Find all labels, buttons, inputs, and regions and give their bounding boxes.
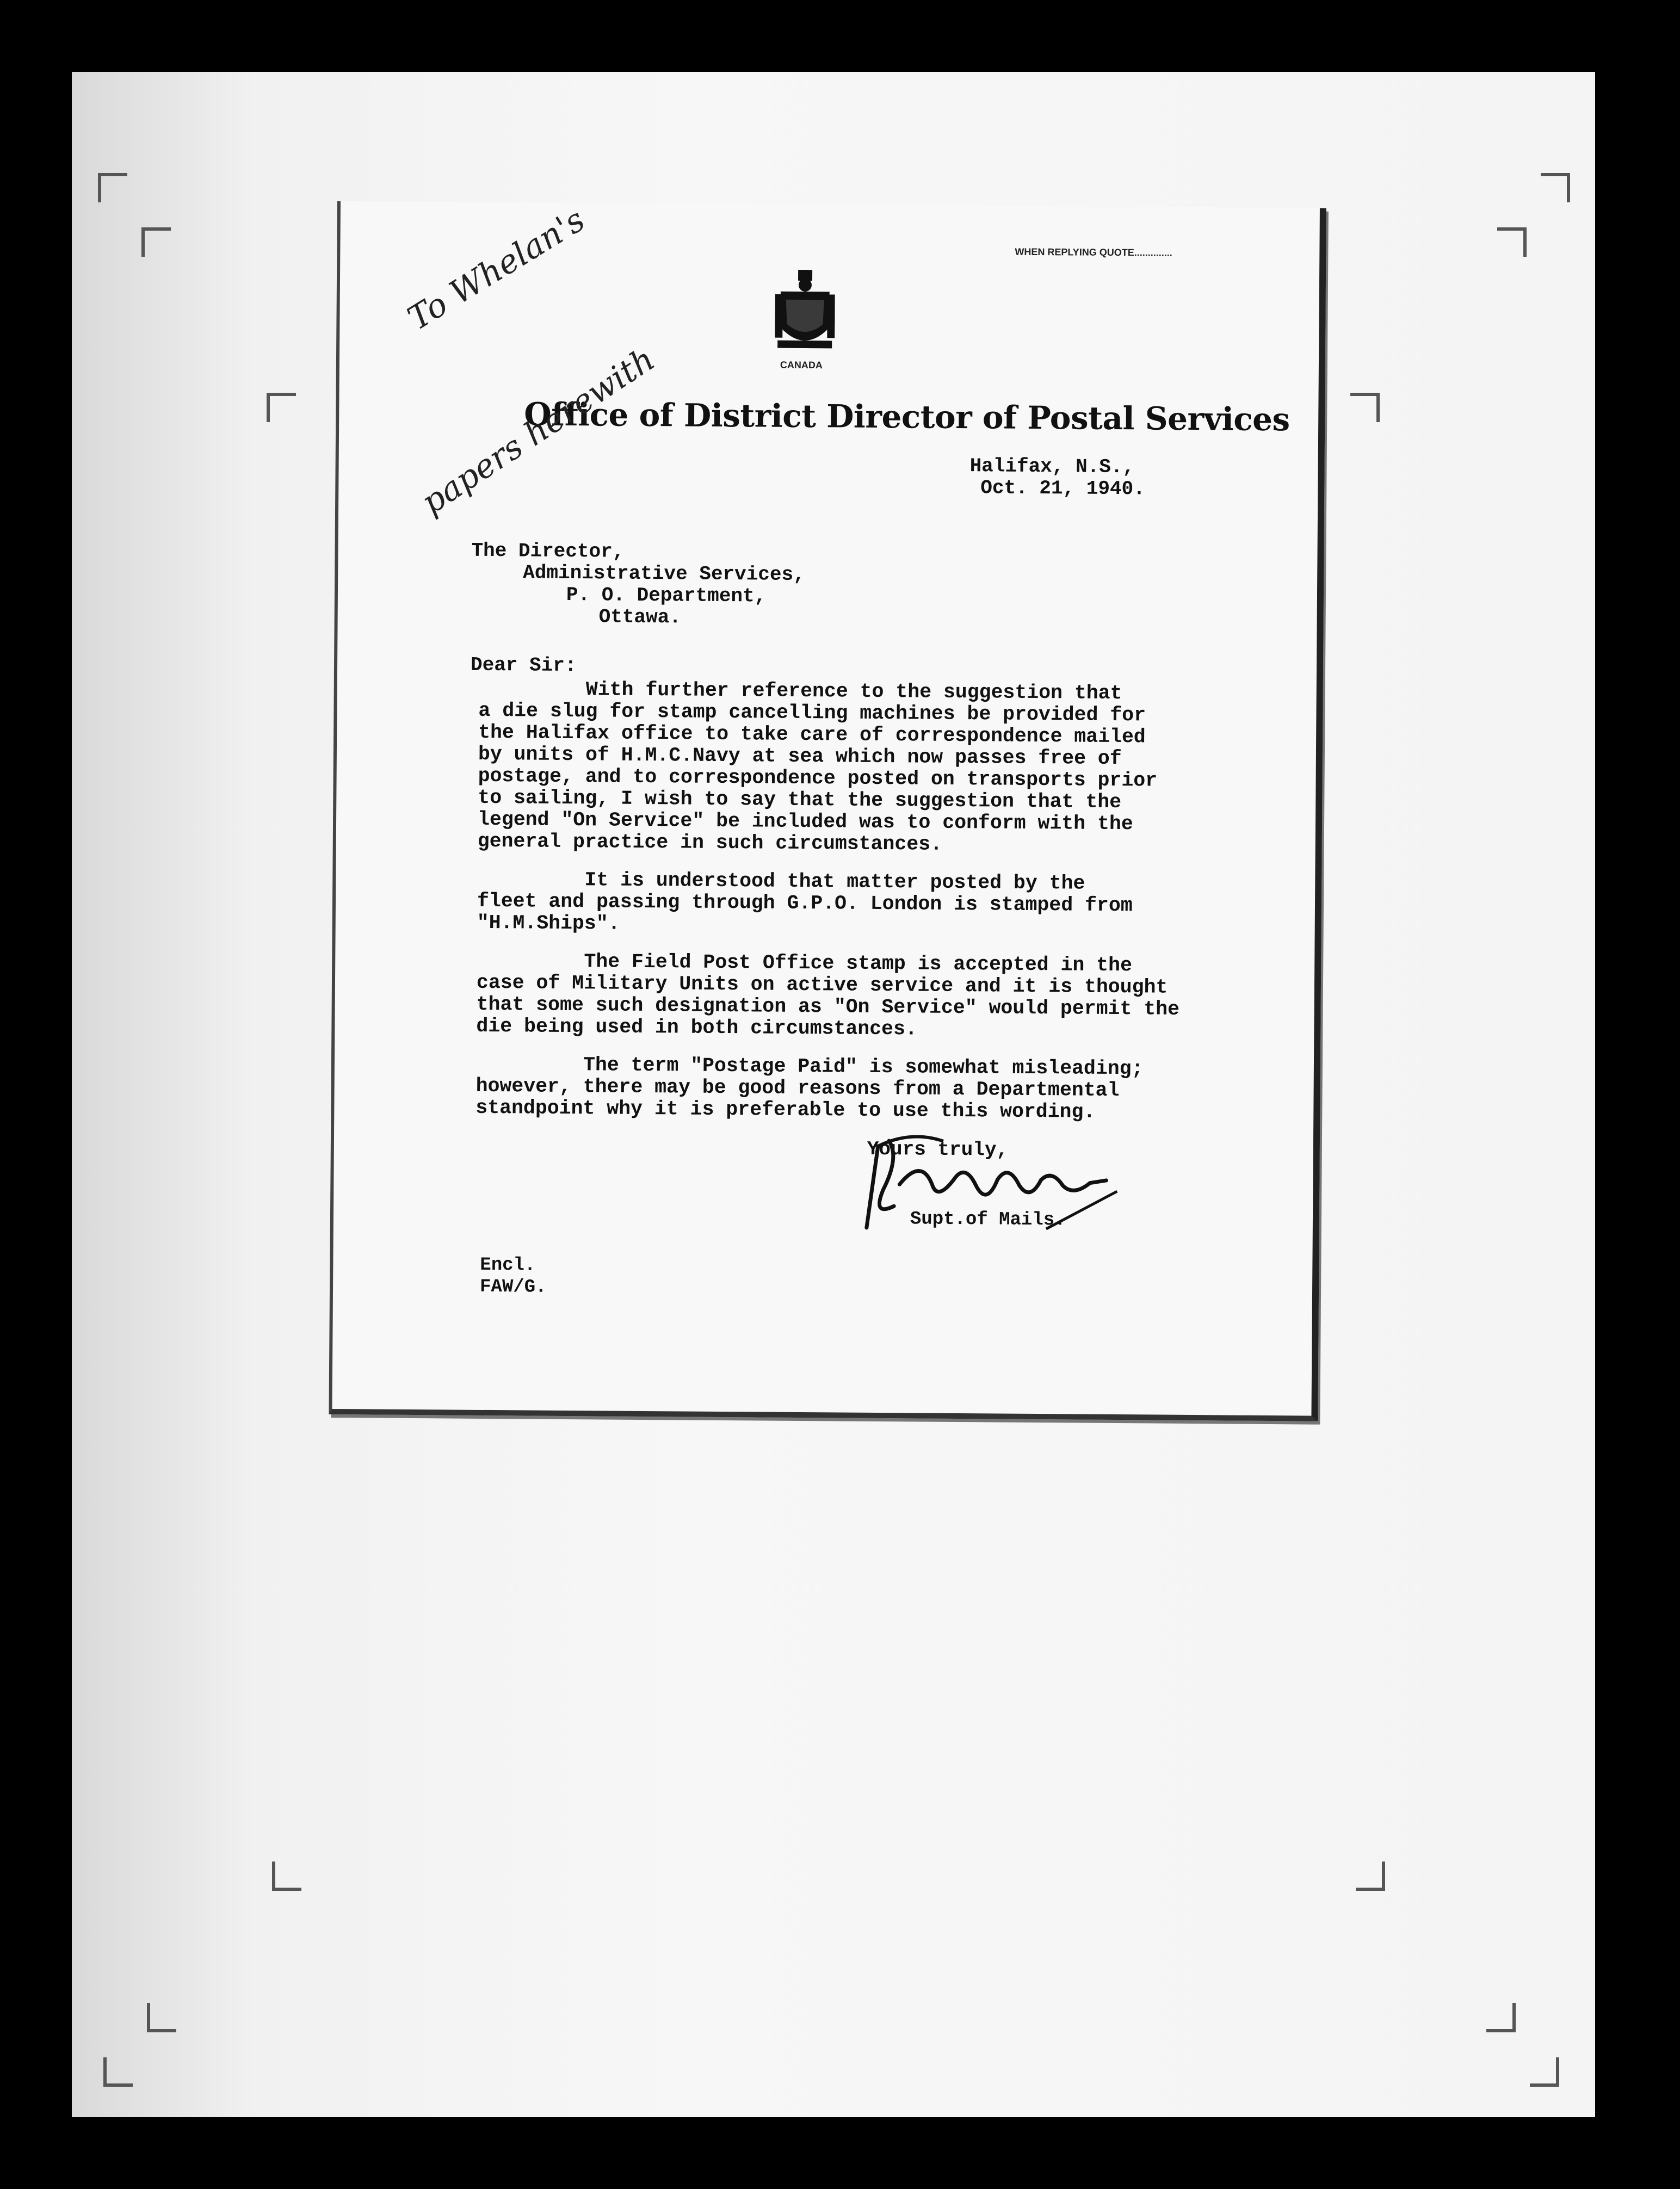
paragraph-line: to sailing, I wish to say that the suggestion that the [478, 786, 1122, 814]
paragraph-line: by units of H.M.C.Navy at sea which now passes free of [478, 743, 1122, 770]
crop-mark [1541, 173, 1570, 202]
paragraph-line: the Halifax office to take care of correspondence mailed [478, 721, 1146, 749]
crop-mark [1356, 1862, 1385, 1891]
paragraph-line: The term "Postage Paid" is somewhat misleading; [475, 1053, 1144, 1080]
paragraph-line: die being used in both circumstances. [476, 1015, 917, 1041]
initials: FAW/G. [479, 1276, 547, 1298]
paragraph-line: case of Military Units on active service and it is thought [476, 971, 1168, 999]
paragraph-line: legend "On Service" be included was to conform with the [477, 808, 1133, 836]
enclosure-note: Encl. [480, 1254, 536, 1276]
paragraph-line: fleet and passing through G.P.O. London is stamped from [477, 889, 1133, 917]
reply-note: WHEN REPLYING QUOTE.............. [1015, 246, 1172, 258]
crop-mark [272, 1862, 301, 1891]
date-place: Halifax, N.S., [969, 455, 1135, 479]
crop-mark [147, 2003, 176, 2032]
complimentary-close: Yours truly, [867, 1137, 1009, 1161]
crop-mark [1486, 2003, 1516, 2032]
paragraph-line: It is understood that matter posted by the [477, 868, 1085, 895]
paragraph-line: The Field Post Office stamp is accepted in the [477, 949, 1133, 977]
paragraph-line: standpoint why it is preferable to use this wording. [475, 1096, 1096, 1123]
handwritten-note-line1: To Whelan's [401, 201, 592, 338]
crop-mark [98, 173, 127, 202]
crop-mark [103, 2057, 133, 2087]
address-line4: Ottawa. [598, 605, 682, 629]
paragraph-line: a die slug for stamp cancelling machines be provided for [478, 699, 1146, 727]
date-line: Oct. 21, 1940. [980, 477, 1145, 500]
handwritten-note-line2: papers herewith [415, 340, 662, 522]
paragraph-line: however, there may be good reasons from a Departmental [475, 1074, 1120, 1102]
salutation: Dear Sir: [470, 653, 577, 677]
signer-title: Supt.of Mails. [910, 1209, 1066, 1231]
paragraph-line: "H.M.Ships". [477, 911, 620, 935]
paragraph-line: that some such designation as "On Service" would permit the [476, 993, 1180, 1021]
address-line1: The Director, [471, 539, 625, 563]
canada-crest-icon [775, 270, 835, 357]
address-line2: Administrative Services, [523, 561, 805, 586]
crop-mark [1497, 227, 1527, 257]
office-title: Office of District Director of Postal Services [524, 395, 1290, 438]
letter-page [329, 201, 1326, 1421]
crop-mark [267, 393, 296, 422]
crest-caption: CANADA [780, 359, 823, 371]
paragraph-line: postage, and to correspondence posted on transports prior [478, 764, 1158, 792]
crop-mark [141, 227, 171, 257]
crop-mark [1530, 2057, 1559, 2087]
crop-mark [1350, 393, 1380, 422]
address-line3: P. O. Department, [566, 583, 767, 608]
paragraph-line: With further reference to the suggestion that [478, 677, 1122, 705]
paragraph-line: general practice in such circumstances. [477, 830, 943, 856]
